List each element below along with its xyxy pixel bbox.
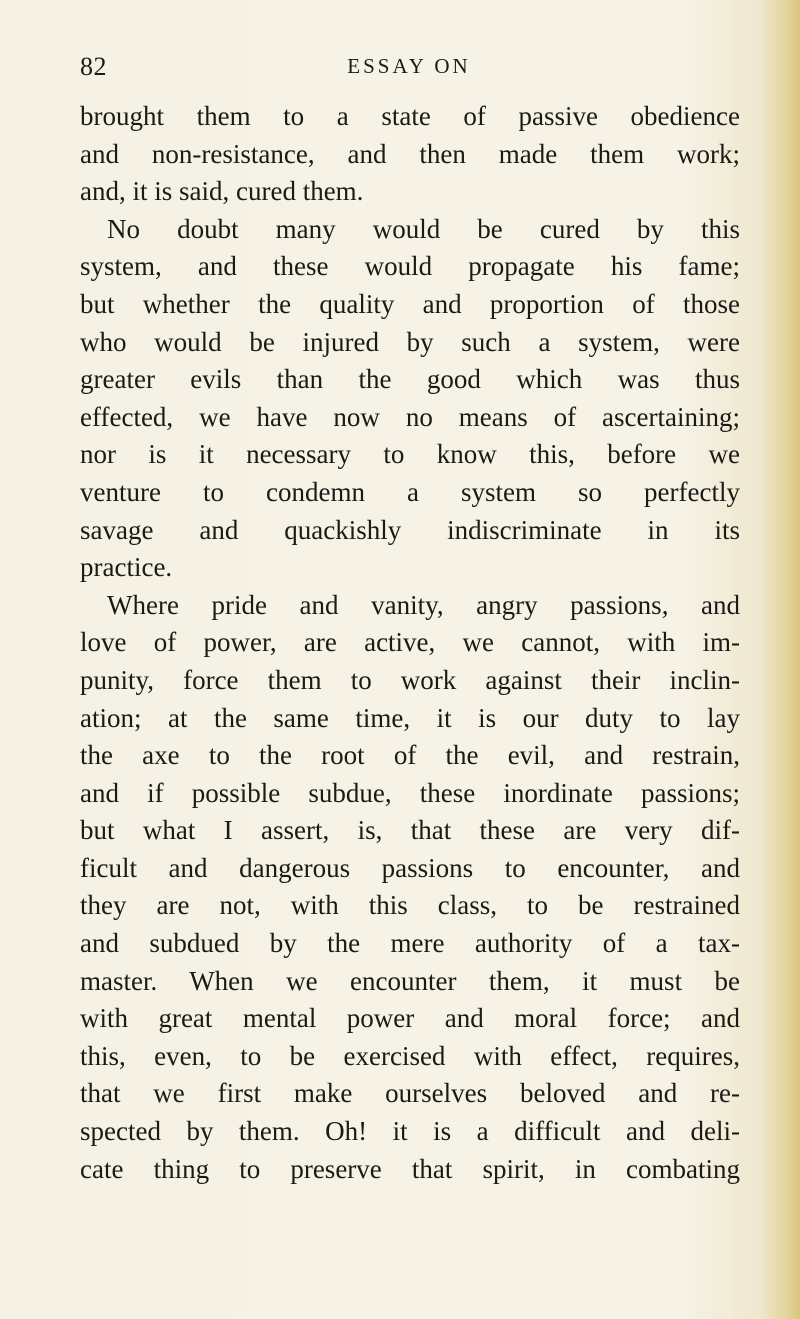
page-edge bbox=[762, 0, 800, 1319]
text-line: ficult and dangerous passions to encounter, and bbox=[80, 852, 740, 883]
page-header bbox=[80, 52, 738, 92]
text-line: that we first make ourselves beloved and re- bbox=[80, 1078, 740, 1109]
text-line: cate thing to preserve that spirit, in combating bbox=[80, 1153, 740, 1184]
text-line: system, and these would propagate his fame; bbox=[80, 251, 740, 282]
text-line: but whether the quality and proportion of those bbox=[80, 288, 740, 319]
text-line: love of power, are active, we cannot, with im- bbox=[80, 627, 740, 658]
text-line: practice. bbox=[80, 552, 173, 583]
text-line: and non-resistance, and then made them work; bbox=[80, 138, 740, 169]
page-number: 82 bbox=[80, 52, 107, 81]
text-line: greater evils than the good which was thus bbox=[80, 364, 740, 395]
text-line: they are not, with this class, to be restrained bbox=[80, 890, 740, 921]
text-line: the axe to the root of the evil, and restrain, bbox=[80, 740, 740, 771]
text-line: Where pride and vanity, angry passions, and bbox=[107, 589, 740, 620]
text-line: who would be injured by such a system, were bbox=[80, 326, 740, 357]
text-line: nor is it necessary to know this, before we bbox=[80, 439, 740, 470]
text-line: ation; at the same time, it is our duty to lay bbox=[80, 702, 740, 733]
text-line: but what I assert, is, that these are very dif- bbox=[80, 815, 740, 846]
body-text bbox=[80, 98, 740, 1188]
text-line: No doubt many would be cured by this bbox=[107, 213, 740, 244]
text-line: master. When we encounter them, it must be bbox=[80, 965, 740, 996]
text-line: venture to condemn a system so perfectly bbox=[80, 476, 740, 507]
text-line: and subdued by the mere authority of a tax- bbox=[80, 928, 740, 959]
text-line: punity, force them to work against their inclin- bbox=[80, 664, 740, 695]
text-line: effected, we have now no means of ascertaining; bbox=[80, 401, 740, 432]
text-line: savage and quackishly indiscriminate in its bbox=[80, 514, 740, 545]
text-line: spected by them. Oh! it is a difficult and deli- bbox=[80, 1116, 740, 1147]
text-line: and, it is said, cured them. bbox=[80, 176, 364, 207]
text-line: with great mental power and moral force; and bbox=[80, 1003, 740, 1034]
text-line: brought them to a state of passive obedience bbox=[80, 101, 740, 131]
running-head: ESSAY ON bbox=[347, 54, 471, 78]
text-line: and if possible subdue, these inordinate passions; bbox=[80, 777, 740, 808]
text-line: this, even, to be exercised with effect, requires, bbox=[80, 1040, 740, 1071]
